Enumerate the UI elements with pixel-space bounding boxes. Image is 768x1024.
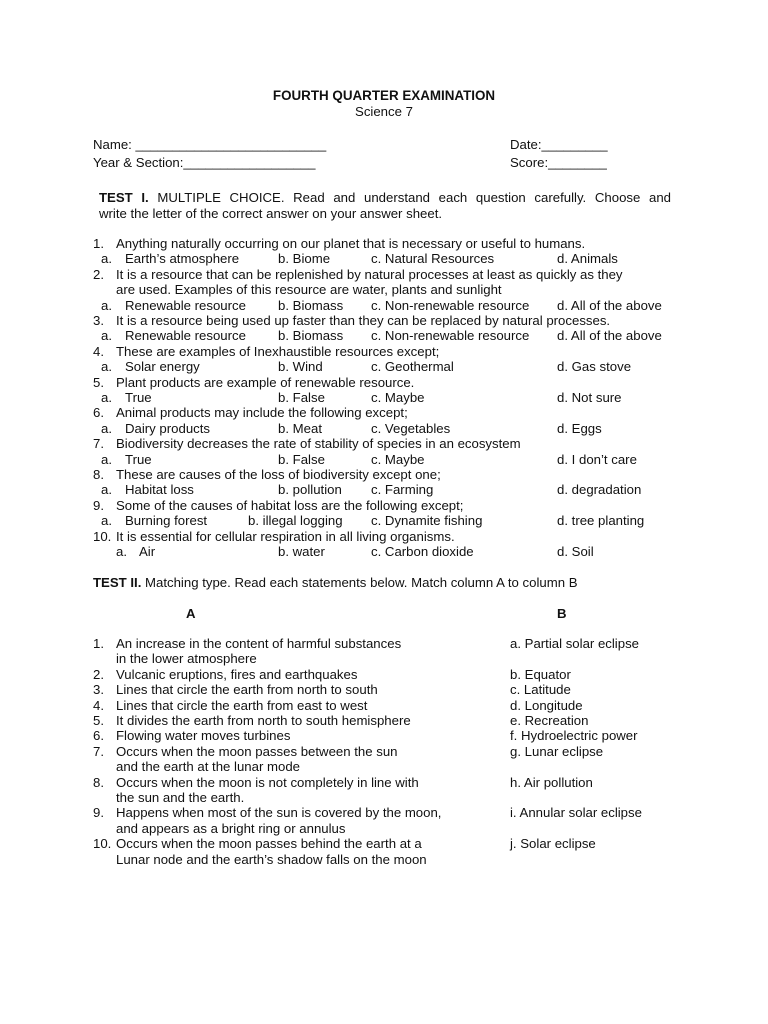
choice-d: d. Animals: [557, 251, 618, 267]
match-statement: Occurs when the moon passes behind the earth at a: [116, 836, 422, 852]
match-number: 7.: [93, 743, 104, 759]
choice-c: c. Maybe: [371, 451, 425, 467]
test2-heading: TEST II.: [93, 575, 142, 590]
choice-c: c. Dynamite fishing: [371, 513, 483, 529]
match-number: 5.: [93, 713, 104, 728]
match-statement: Lines that circle the earth from east to west: [116, 697, 368, 713]
choice-a: Renewable resource: [125, 297, 246, 313]
match-statement: in the lower atmosphere: [116, 651, 257, 667]
question-text: It is essential for cellular respiration in all living organisms.: [116, 528, 455, 544]
choice-a: True: [125, 390, 152, 405]
choice-a: Air: [139, 544, 156, 559]
question-text: Plant products are example of renewable resource.: [116, 374, 415, 390]
choice-a: True: [125, 451, 152, 467]
test1-instruction-line2: write the letter of the correct answer on your answer sheet.: [99, 206, 443, 221]
choice-d: d. All of the above: [557, 328, 662, 344]
question-text: Anything naturally occurring on our planet that is necessary or useful to humans.: [116, 236, 586, 251]
match-answer: j. Solar eclipse: [510, 836, 596, 852]
match-number: 1.: [93, 636, 104, 651]
match-answer: a. Partial solar eclipse: [510, 636, 640, 651]
choice-a-letter: a.: [101, 251, 112, 267]
match-number: 4.: [93, 697, 104, 713]
column-a-heading: A: [186, 606, 196, 621]
choice-d: d. Soil: [557, 544, 594, 559]
match-answer: f. Hydroelectric power: [510, 728, 638, 744]
choice-c: c. Natural Resources: [371, 251, 495, 267]
choice-a-letter: a.: [101, 420, 112, 436]
match-answer: i. Annular solar eclipse: [510, 805, 642, 821]
match-statement: An increase in the content of harmful substances: [116, 636, 402, 651]
match-statement: the sun and the earth.: [116, 790, 245, 805]
question-number: 6.: [93, 405, 104, 421]
test1-heading: TEST I.: [99, 190, 149, 205]
match-answer: c. Latitude: [510, 682, 571, 698]
match-statement: Lines that circle the earth from north to south: [116, 682, 378, 698]
match-answer: d. Longitude: [510, 697, 583, 713]
question-text: Animal products may include the following except;: [116, 405, 408, 421]
choice-a-letter: a.: [101, 513, 112, 529]
question-number: 1.: [93, 236, 104, 251]
match-number: 9.: [93, 805, 104, 821]
question-text: are used. Examples of this resource are water, plants and sunlight: [116, 282, 502, 298]
match-statement: and the earth at the lunar mode: [116, 759, 301, 775]
choice-a-letter: a.: [101, 451, 112, 467]
page-title: FOURTH QUARTER EXAMINATION: [272, 88, 496, 103]
question-text: It is a resource being used up faster than they can be replaced by natural processes.: [116, 313, 611, 328]
question-text: These are causes of the loss of biodiversity except one;: [116, 467, 441, 482]
match-statement: Occurs when the moon is not completely in line with: [116, 774, 419, 790]
question-text: It is a resource that can be replenished by natural processes at least as quickly as they: [116, 266, 623, 282]
match-statement: Occurs when the moon passes between the sun: [116, 743, 398, 759]
choice-c: c. Non-renewable resource: [371, 328, 530, 344]
choice-a: Earth’s atmosphere: [125, 251, 240, 267]
choice-c: c. Non-renewable resource: [371, 297, 530, 313]
match-number: 3.: [93, 682, 104, 698]
match-number: 10.: [93, 836, 112, 852]
question-number: 8.: [93, 467, 104, 482]
choice-a-letter: a.: [116, 544, 127, 559]
choice-d: d. tree planting: [557, 513, 645, 529]
choice-c: c. Vegetables: [371, 420, 451, 436]
choice-b: b. pollution: [278, 482, 342, 498]
choice-a: Solar energy: [125, 359, 200, 375]
test2-instruction-line: [93, 575, 578, 590]
score-field: Score:________: [510, 155, 607, 170]
choice-c: c. Carbon dioxide: [371, 544, 474, 559]
match-number: 8.: [93, 774, 104, 790]
match-statement: Lunar node and the earth’s shadow falls on the moon: [116, 851, 427, 867]
question-number: 3.: [93, 313, 104, 328]
question-number: 7.: [93, 436, 104, 452]
choice-a: Burning forest: [125, 513, 208, 529]
question-number: 4.: [93, 343, 104, 359]
choice-b: b. Biome: [278, 251, 331, 267]
choice-a: Dairy products: [125, 420, 211, 436]
match-answer: g. Lunar eclipse: [510, 743, 604, 759]
choice-b: b. False: [278, 390, 325, 405]
name-field: Name: __________________________: [93, 137, 327, 152]
choice-d: d. Eggs: [557, 420, 602, 436]
choice-b: b. Wind: [278, 359, 323, 375]
match-number: 2.: [93, 666, 104, 682]
question-text: Some of the causes of habitat loss are the following except;: [116, 497, 464, 513]
question-number: 2.: [93, 266, 104, 282]
choice-b: b. Biomass: [278, 297, 344, 313]
section-field: Year & Section:__________________: [93, 155, 316, 170]
question-text: Biodiversity decreases the rate of stability of species in an ecosystem: [116, 436, 521, 452]
test1-instruction-text: MULTIPLE CHOICE. Read and understand each question carefully. Choose and: [148, 190, 671, 205]
match-statement: It divides the earth from north to south hemisphere: [116, 713, 411, 728]
question-text: These are examples of Inexhaustible resources except;: [116, 343, 440, 359]
choice-b: b. water: [278, 544, 325, 559]
choice-c: c. Farming: [371, 482, 434, 498]
choice-b: b. False: [278, 451, 325, 467]
choice-c: c. Maybe: [371, 390, 425, 405]
match-answer: b. Equator: [510, 666, 571, 682]
choice-c: c. Geothermal: [371, 359, 454, 375]
match-statement: and appears as a bright ring or annulus: [116, 820, 346, 836]
choice-a-letter: a.: [101, 328, 112, 344]
choice-b: b. Biomass: [278, 328, 344, 344]
match-statement: Vulcanic eruptions, fires and earthquakes: [116, 666, 358, 682]
choice-d: d. All of the above: [557, 297, 662, 313]
question-number: 5.: [93, 374, 104, 390]
match-number: 6.: [93, 728, 104, 744]
choice-a-letter: a.: [101, 297, 112, 313]
test1-instruction-line1: [99, 190, 671, 205]
choice-b: b. illegal logging: [248, 513, 343, 529]
choice-d: d. degradation: [557, 482, 642, 498]
choice-a-letter: a.: [101, 390, 112, 405]
match-answer: e. Recreation: [510, 713, 589, 728]
match-answer: h. Air pollution: [510, 774, 593, 790]
choice-b: b. Meat: [278, 420, 322, 436]
choice-a: Renewable resource: [125, 328, 246, 344]
question-number: 10.: [93, 528, 112, 544]
match-statement: Flowing water moves turbines: [116, 728, 291, 744]
page-subtitle: Science 7: [355, 104, 413, 119]
choice-a-letter: a.: [101, 359, 112, 375]
question-number: 9.: [93, 497, 104, 513]
choice-d: d. Gas stove: [557, 359, 632, 375]
choice-d: d. Not sure: [557, 390, 622, 405]
test2-instruction-text: Matching type. Read each statements below. Match column A to column B: [141, 575, 578, 590]
choice-a-letter: a.: [101, 482, 112, 498]
date-field: Date:_________: [510, 137, 608, 152]
choice-a: Habitat loss: [125, 482, 194, 498]
column-b-heading: B: [557, 606, 567, 621]
match-statement: Happens when most of the sun is covered by the moon,: [116, 805, 442, 821]
choice-d: d. I don’t care: [557, 451, 637, 467]
